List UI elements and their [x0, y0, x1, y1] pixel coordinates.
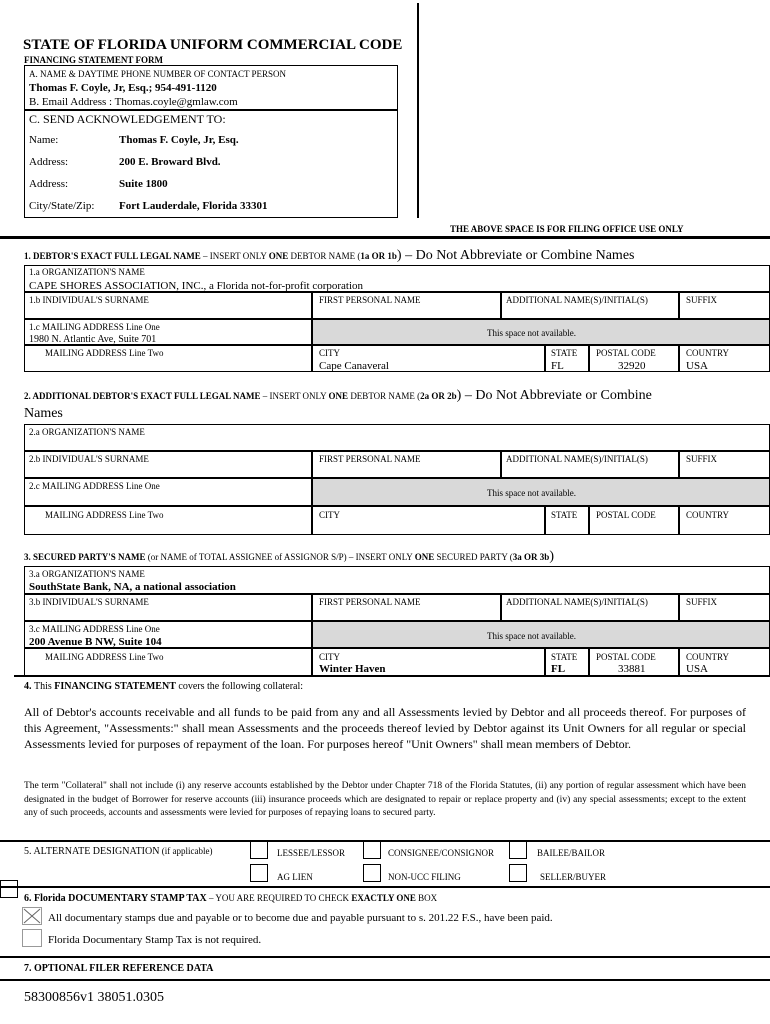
non-ucc-filing-checkbox[interactable] [363, 864, 381, 882]
section3-state-label: STATE [551, 652, 578, 662]
section3-postal-cell [589, 648, 679, 676]
section3-org-value: SouthState Bank, NA, a national association [29, 581, 236, 593]
section3-na-text: This space not available. [487, 631, 576, 641]
bailee-bailor-label: BAILEE/BAILOR [537, 848, 605, 858]
section1-suffix-label: SUFFIX [686, 295, 718, 305]
section1-mail1-value: 1980 N. Atlantic Ave, Suite 701 [29, 334, 157, 345]
section6-heading: 6. Florida DOCUMENTARY STAMP TAX – YOU ARE REQUIRED TO CHECK EXACTLY ONE BOX [24, 893, 438, 904]
section2-mail2-cell [24, 506, 312, 535]
ag-lien-checkbox[interactable] [250, 864, 268, 882]
stamps-paid-label: All documentary stamps due and payable or to become due and payable pursuant to s. 201.22 F.S., have been paid. [48, 912, 553, 924]
section6-marker-box [0, 880, 18, 898]
section3-add-label: ADDITIONAL NAME(S)/INITIAL(S) [506, 597, 648, 607]
section3-mail1-value: 200 Avenue B NW, Suite 104 [29, 636, 162, 648]
section1-mail2-label: MAILING ADDRESS Line Two [45, 348, 164, 358]
email-value: Thomas.coyle@gmlaw.com [114, 96, 238, 108]
section3-country-label: COUNTRY [686, 652, 730, 662]
section2-suffix-cell [679, 451, 770, 478]
section3-org-label: 3.a ORGANIZATION'S NAME [29, 569, 145, 579]
section2-postal-label: POSTAL CODE [596, 510, 656, 520]
section2-postal-cell [589, 506, 679, 535]
ack-address2-label: Address: [29, 178, 69, 190]
ack-name-value: Thomas F. Coyle, Jr, Esq. [119, 134, 239, 146]
section2-first-label: FIRST PERSONAL NAME [319, 454, 421, 464]
section3-mail1-label: 3.c MAILING ADDRESS Line One [29, 624, 160, 634]
consignee-consignor-label: CONSIGNEE/CONSIGNOR [388, 848, 495, 858]
contact-box [24, 65, 398, 110]
section1-country-label: COUNTRY [686, 348, 730, 358]
seller-buyer-checkbox[interactable] [509, 864, 527, 882]
section1-mail1-label: 1.c MAILING ADDRESS Line One [29, 322, 160, 332]
section2-org-cell [24, 424, 770, 451]
section1-add-label: ADDITIONAL NAME(S)/INITIAL(S) [506, 295, 648, 305]
section3-country-value: USA [686, 663, 709, 675]
contact-label: A. NAME & DAYTIME PHONE NUMBER OF CONTACT PERSON [29, 69, 287, 79]
ack-address1-value: 200 E. Broward Blvd. [119, 156, 221, 168]
divider-section5 [0, 840, 770, 842]
checked-x-icon [23, 908, 41, 924]
ack-name-label: Name: [29, 134, 59, 146]
section2-na-text: This space not available. [487, 488, 576, 498]
form-title: STATE OF FLORIDA UNIFORM COMMERCIAL CODE [23, 37, 403, 53]
section1-na-cell [312, 319, 770, 345]
section3-postal-label: POSTAL CODE [596, 652, 656, 662]
stamps-paid-checkbox[interactable] [22, 907, 42, 925]
section1-suffix-cell [679, 292, 770, 319]
section1-first-label: FIRST PERSONAL NAME [319, 295, 421, 305]
section1-org-label: 1.a ORGANIZATION'S NAME [29, 267, 145, 277]
section1-add-cell [501, 292, 679, 319]
divider-top [0, 236, 770, 239]
section3-org-cell [24, 566, 770, 594]
section1-state-label: STATE [551, 348, 578, 358]
filing-office-divider [417, 3, 419, 218]
section3-suffix-label: SUFFIX [686, 597, 718, 607]
section1-surname-label: 1.b INDIVIDUAL'S SURNAME [29, 295, 149, 305]
lessee-lessor-checkbox[interactable] [250, 841, 268, 859]
email-line [29, 96, 238, 108]
section2-na-cell [312, 478, 770, 506]
section1-state-cell [545, 345, 589, 372]
section4-heading: 4. This FINANCING STATEMENT covers the following collateral: [24, 681, 304, 692]
collateral-paragraph: All of Debtor's accounts receivable and all funds to be paid from any and all Assessments levied by Debtor and all proceeds thereof. For purposes of this Agreement, "Assessments:" shall mean Assessments and the proceeds thereof levied by Debtor against its Unit Owners for all regular or special Assessments levied for purposes of repayment of the loan. For purposes hereof "Unit Owners" shall mean members of Debtor. [24, 705, 746, 751]
section2-first-cell [312, 451, 501, 478]
section3-state-cell [545, 648, 589, 676]
section3-add-cell [501, 594, 679, 621]
section1-na-text: This space not available. [487, 328, 576, 338]
section2-org-label: 2.a ORGANIZATION'S NAME [29, 427, 145, 437]
consignee-consignor-checkbox[interactable] [363, 841, 381, 859]
section3-first-label: FIRST PERSONAL NAME [319, 597, 421, 607]
seller-buyer-label: SELLER/BUYER [540, 872, 607, 882]
section3-city-label: CITY [319, 652, 340, 662]
divider-section7 [0, 956, 770, 958]
section3-mail1-cell [24, 621, 312, 648]
section2-surname-label: 2.b INDIVIDUAL'S SURNAME [29, 454, 149, 464]
section3-first-cell [312, 594, 501, 621]
section2-suffix-label: SUFFIX [686, 454, 718, 464]
section1-first-cell [312, 292, 501, 319]
ack-city-label: City/State/Zip: [29, 200, 95, 212]
form-subtitle: FINANCING STATEMENT FORM [24, 55, 164, 65]
document-reference: 58300856v1 38051.0305 [24, 990, 164, 1005]
section1-mail1-cell [24, 319, 312, 345]
divider-bottom [0, 979, 770, 981]
section7-heading: 7. OPTIONAL FILER REFERENCE DATA [24, 963, 214, 974]
ack-address2-value: Suite 1800 [119, 178, 168, 190]
section1-country-cell [679, 345, 770, 372]
stamp-not-required-checkbox[interactable] [22, 929, 42, 947]
section3-mail2-label: MAILING ADDRESS Line Two [45, 652, 164, 662]
section3-postal-value: 33881 [618, 663, 646, 675]
non-ucc-filing-label: NON-UCC FILING [388, 872, 461, 882]
section2-add-label: ADDITIONAL NAME(S)/INITIAL(S) [506, 454, 648, 464]
section1-org-cell [24, 265, 770, 292]
section3-mail2-cell [24, 648, 312, 676]
section3-na-cell [312, 621, 770, 648]
section1-heading: 1. DEBTOR'S EXACT FULL LEGAL NAME – INSERT ONLY ONE DEBTOR NAME (1a OR 1b) – Do Not Abbreviate or Combine Names [24, 248, 635, 263]
section2-add-cell [501, 451, 679, 478]
section3-surname-cell [24, 594, 312, 621]
section3-city-cell [312, 648, 545, 676]
section3-heading: 3. SECURED PARTY'S NAME (or NAME of TOTAL ASSIGNEE of ASSIGNOR S/P) – INSERT ONLY ONE SECURED PARTY (3a OR 3b) [24, 549, 554, 564]
section2-state-label: STATE [551, 510, 578, 520]
bailee-bailor-checkbox[interactable] [509, 841, 527, 859]
section3-suffix-cell [679, 594, 770, 621]
section2-country-cell [679, 506, 770, 535]
ack-city-value: Fort Lauderdale, Florida 33301 [119, 200, 268, 212]
section1-surname-cell [24, 292, 312, 319]
section2-surname-cell [24, 451, 312, 478]
ack-address1-label: Address: [29, 156, 69, 168]
section3-city-value: Winter Haven [319, 663, 386, 675]
section1-city-label: CITY [319, 348, 340, 358]
section2-mail1-cell [24, 478, 312, 506]
section2-state-cell [545, 506, 589, 535]
section2-mail1-label: 2.c MAILING ADDRESS Line One [29, 481, 160, 491]
contact-value: Thomas F. Coyle, Jr, Esq.; 954-491-1120 [29, 82, 217, 94]
stamp-not-required-label: Florida Documentary Stamp Tax is not required. [48, 934, 262, 946]
section2-heading: 2. ADDITIONAL DEBTOR'S EXACT FULL LEGAL NAME – INSERT ONLY ONE DEBTOR NAME (2a OR 2b) – Do Not Abbreviate or Combine [24, 388, 652, 403]
section3-state-value: FL [551, 663, 566, 675]
section1-city-value: Cape Canaveral [319, 360, 389, 372]
section1-mail2-cell [24, 345, 312, 372]
section1-country-value: USA [686, 360, 709, 372]
filing-office-note: THE ABOVE SPACE IS FOR FILING OFFICE USE ONLY [450, 224, 684, 234]
ag-lien-label: AG LIEN [277, 872, 313, 882]
section2-mail2-label: MAILING ADDRESS Line Two [45, 510, 164, 520]
collateral-exclusion-paragraph: The term "Collateral" shall not include (i) any reserve accounts established by the Debtor under Chapter 718 of the Florida Statutes, (ii) any portion of regular assessment which have been designated in the budget of Borrower for reserve accounts (iii) insurance proceeds which are designated to repair or replace property and (iv) any special assessments; except to the extent any of such proceeds, accounts and assessments were levied for purposes of repaying loans to secured party. [24, 781, 746, 818]
section1-city-cell [312, 345, 545, 372]
section1-org-value: CAPE SHORES ASSOCIATION, INC., a Florida not-for-profit corporation [29, 280, 364, 292]
section1-postal-cell [589, 345, 679, 372]
section2-city-cell [312, 506, 545, 535]
divider-section6 [0, 886, 770, 888]
section5-heading: 5. ALTERNATE DESIGNATION (if applicable) [24, 846, 213, 857]
section2-country-label: COUNTRY [686, 510, 730, 520]
section1-postal-label: POSTAL CODE [596, 348, 656, 358]
section3-bottom-rule [14, 675, 770, 677]
section2-city-label: CITY [319, 510, 340, 520]
ack-label: C. SEND ACKNOWLEDGEMENT TO: [29, 112, 226, 126]
section3-surname-label: 3.b INDIVIDUAL'S SURNAME [29, 597, 149, 607]
section1-postal-value: 32920 [618, 360, 646, 372]
ack-box [24, 110, 398, 218]
email-label: B. Email Address : [29, 96, 113, 108]
section2-heading-cont: Names [24, 406, 63, 421]
lessee-lessor-label: LESSEE/LESSOR [277, 848, 346, 858]
section3-country-cell [679, 648, 770, 676]
section1-state-value: FL [551, 360, 564, 372]
